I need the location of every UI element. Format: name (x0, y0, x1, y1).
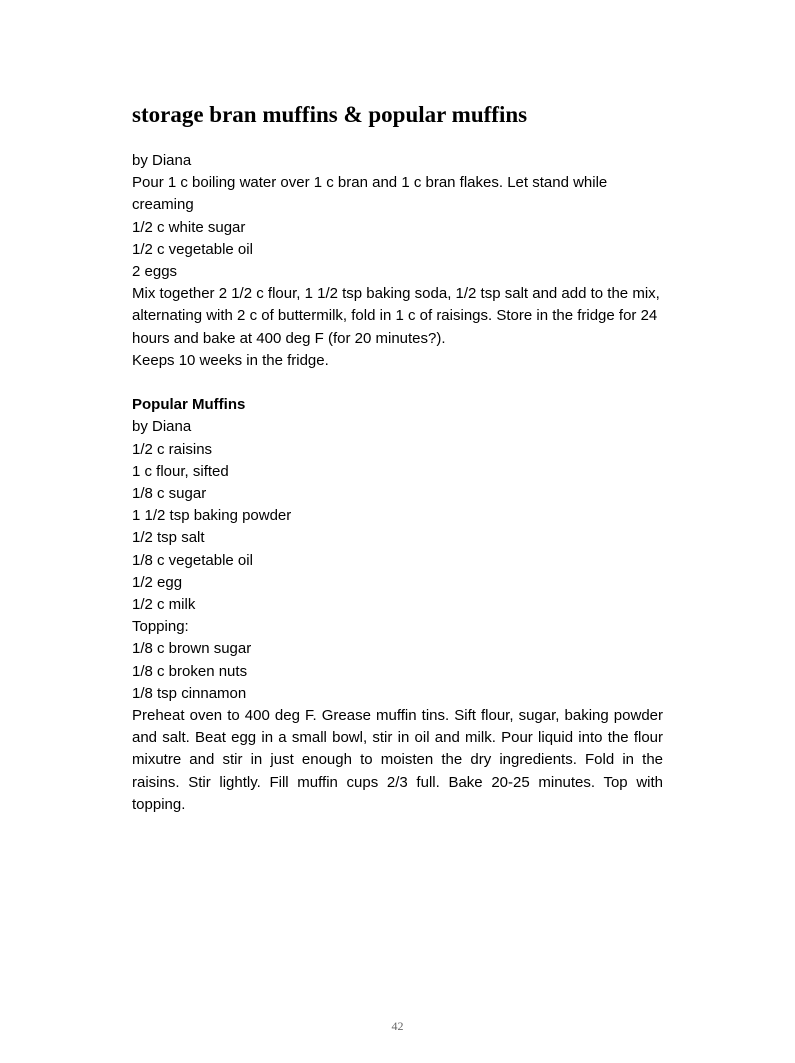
ingredient-item: 2 eggs (132, 263, 178, 281)
recipe-author: by Diana (132, 418, 192, 436)
recipe-content (132, 150, 663, 816)
recipe-method: Mix together 2 1/2 c flour, 1 1/2 tsp baking soda, 1/2 tsp salt and add to the mix, alternating with 2 c of buttermilk, fold in 1 c of raisings. Store in the fridge for 24 hours and bake at 400 deg F (for 20 minutes?). (132, 285, 660, 347)
ingredient-item: 1/2 c raisins (132, 440, 213, 458)
ingredient-item: 1 c flour, sifted (132, 462, 229, 480)
page-title: storage bran muffins & popular muffins (132, 102, 528, 127)
ingredient-item: 1/2 tsp salt (132, 529, 205, 547)
recipe-popular-muffins (132, 394, 663, 816)
ingredient-item: 1/8 c sugar (132, 485, 207, 503)
ingredient-item: 1/2 egg (132, 573, 183, 591)
section-spacer (132, 372, 663, 394)
ingredient-item: 1/2 c white sugar (132, 218, 246, 236)
recipe-author: by Diana (132, 152, 192, 169)
ingredient-item: 1 1/2 tsp baking powder (132, 507, 292, 525)
page-number: 42 (391, 1019, 404, 1033)
topping-item: 1/8 c broken nuts (132, 662, 248, 680)
ingredient-item: 1/2 c vegetable oil (132, 240, 253, 258)
ingredient-item: 1/8 c vegetable oil (132, 551, 253, 569)
recipe-storage-bran-muffins (132, 150, 663, 372)
topping-label: Topping: (132, 618, 189, 636)
topping-item: 1/8 tsp cinnamon (132, 684, 247, 702)
ingredient-item: 1/2 c milk (132, 596, 196, 614)
recipe-method: Preheat oven to 400 deg F. Grease muffin tins. Sift flour, sugar, baking powder and salt. Beat egg in a small bowl, stir in oil and milk. Pour liquid into the flour mixutre and stir in just enough to moisten the dry ingredients. Fold in the raisins. Stir lightly. Fill muffin cups 2/3 full. Bake 20-25 minutes. Top with topping. (132, 707, 663, 813)
recipe-intro: Pour 1 c boiling water over 1 c bran and 1 c bran flakes. Let stand while creaming (132, 174, 608, 214)
recipe-heading: Popular Muffins (132, 396, 246, 414)
topping-item: 1/8 c brown sugar (132, 640, 252, 658)
recipe-note: Keeps 10 weeks in the fridge. (132, 351, 329, 369)
